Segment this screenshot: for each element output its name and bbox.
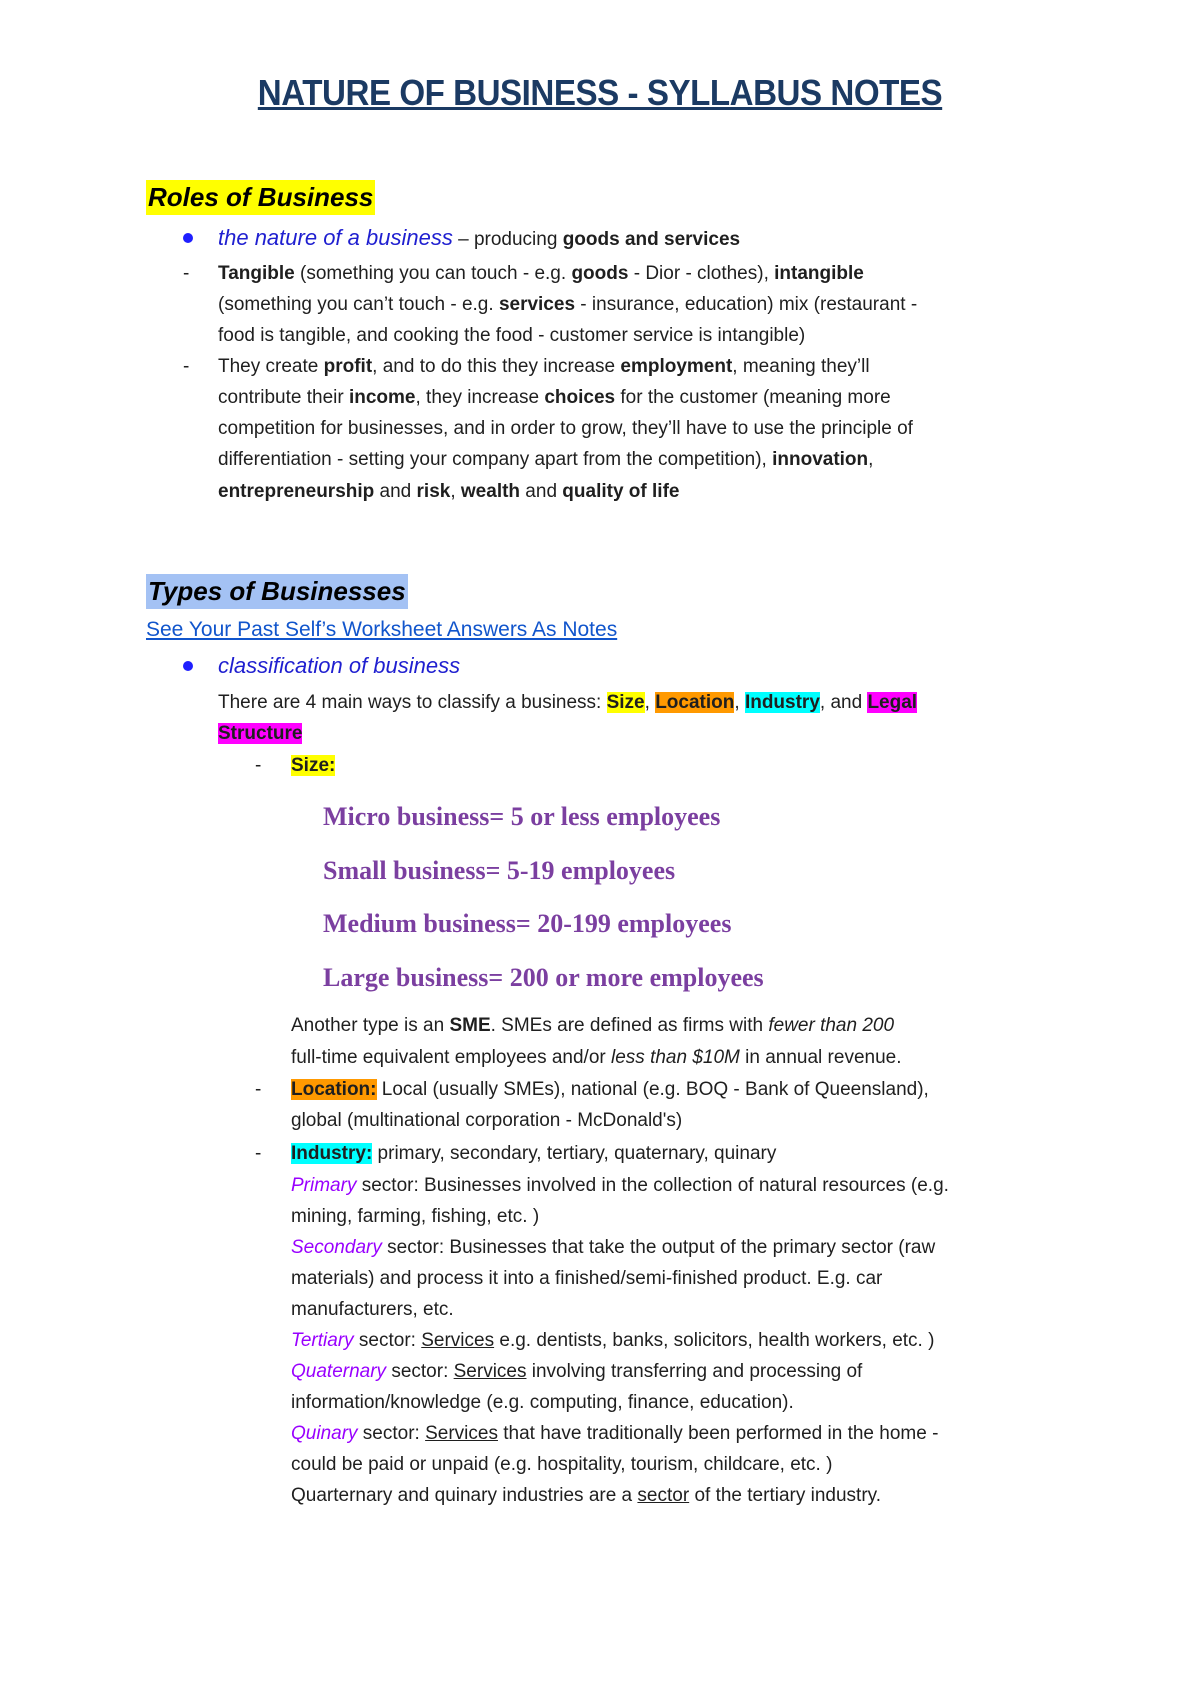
worksheet-link[interactable]: See Your Past Self’s Worksheet Answers As Notes [146, 618, 618, 641]
secondary-line1: Secondary sector: Businesses that take the output of the primary sector (raw [291, 1237, 936, 1258]
roles-p1-line1: Tangible (something you can touch - e.g. goods - Dior - clothes), intangible [218, 263, 864, 284]
classify-intro-line1: There are 4 main ways to classify a business: Size, Location, Industry, and Legal [218, 692, 918, 713]
size-micro: Micro business= 5 or less employees [323, 802, 721, 831]
size-small: Small business= 5-19 employees [323, 856, 676, 885]
location-line1: Location: Local (usually SMEs), national (e.g. BOQ - Bank of Queensland), [291, 1079, 929, 1100]
secondary-line2: materials) and process it into a finished/semi-finished product. E.g. car [291, 1268, 883, 1289]
primary-line1: Primary sector: Businesses involved in the collection of natural resources (e.g. [291, 1175, 949, 1196]
location-line2: global (multinational corporation - McDonald's) [291, 1110, 683, 1131]
roles-p2-line1: They create profit, and to do this they increase employment, meaning they’ll [218, 356, 870, 377]
size-medium: Medium business= 20-199 employees [323, 909, 732, 938]
roles-p1-line2: (something you can’t touch - e.g. services - insurance, education) mix (restaurant - [218, 294, 918, 315]
quinary-line1: Quinary sector: Services that have traditionally been performed in the home - [291, 1423, 939, 1444]
types-bullet-label: classification of business [218, 653, 461, 678]
roles-p1-line3: food is tangible, and cooking the food - customer service is intangible) [218, 325, 806, 346]
dash-icon: - [183, 356, 190, 377]
page-title: NATURE OF BUSINESS - SYLLABUS NOTES [257, 72, 943, 113]
quaternary-line2: information/knowledge (e.g. computing, finance, education). [291, 1392, 794, 1413]
quinary-line2: could be paid or unpaid (e.g. hospitality, tourism, childcare, etc. ) [291, 1454, 833, 1475]
dash-icon: - [183, 263, 190, 284]
tertiary-line1: Tertiary sector: Services e.g. dentists, banks, solicitors, health workers, etc. ) [291, 1330, 935, 1351]
final-note: Quarternary and quinary industries are a sector of the tertiary industry. [291, 1485, 882, 1506]
industry-line1: Industry: primary, secondary, tertiary, quaternary, quinary [291, 1143, 777, 1164]
size-large: Large business= 200 or more employees [323, 963, 764, 992]
dash-icon: - [255, 1079, 262, 1100]
sme-line1: Another type is an SME. SMEs are defined as firms with fewer than 200 [291, 1015, 895, 1036]
roles-p2-line3: competition for businesses, and in order to grow, they’ll have to use the principle of [218, 418, 913, 439]
dash-icon: - [255, 1143, 262, 1164]
primary-line2: mining, farming, fishing, etc. ) [291, 1206, 540, 1227]
roles-p2-line5: entrepreneurship and risk, wealth and quality of life [218, 481, 680, 502]
roles-p2-line2: contribute their income, they increase choices for the customer (meaning more [218, 387, 891, 408]
dash-icon: - [255, 755, 262, 776]
bullet-dot-icon [183, 661, 193, 671]
classify-intro-line2: Structure [218, 723, 303, 744]
types-bullet [218, 650, 460, 683]
quaternary-line1: Quaternary sector: Services involving transferring and processing of [291, 1361, 863, 1382]
sme-line2: full-time equivalent employees and/or less than $10M in annual revenue. [291, 1047, 902, 1068]
secondary-line3: manufacturers, etc. [291, 1299, 454, 1320]
bullet-dot-icon [183, 233, 193, 243]
roles-bullet-label: the nature of a business [218, 225, 453, 250]
roles-bullet: the nature of a business – producing goods and services [218, 225, 741, 250]
section-heading-types: Types of Businesses [146, 574, 408, 609]
size-label: Size: [291, 755, 336, 776]
roles-p2-line4: differentiation - setting your company apart from the competition), innovation, [218, 449, 874, 470]
section-heading-roles: Roles of Business [146, 180, 375, 215]
